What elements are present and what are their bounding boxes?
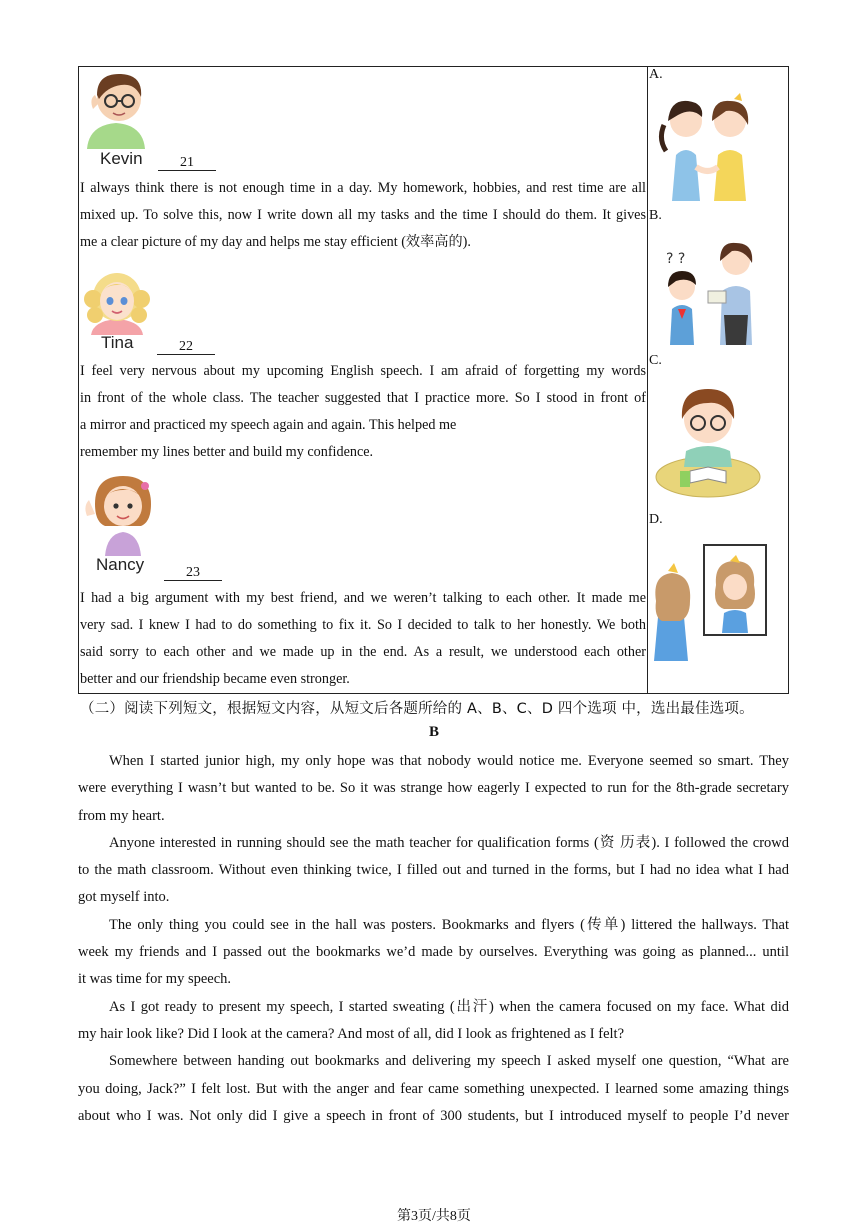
answer-blank-22[interactable]: 22 [157,339,215,355]
reading-passage [78,748,789,1130]
text-line: said sorry to each other and we made up in the end. As a result, we understood each other [80,644,646,660]
text-line: better and our friendship became even stronger. [80,671,350,687]
section-title: B [428,724,439,740]
matching-table [78,66,789,694]
option-letter: B. [649,208,662,223]
text-line: remember my lines better and build my confidence. [80,444,374,460]
passage-line: it was time for my speech. [78,971,232,988]
text-line: a mirror and practiced my speech again and again. This helped me [80,417,457,433]
passage-line: to the math classroom. Without even thinking twice, I filled out and turned in the forms, but I had no idea what I had [78,862,789,879]
kevin-avatar [81,69,151,149]
two-girls-holding-hands-picture [654,91,764,201]
page-number: 第3页/共8页 [397,1209,471,1224]
passage-line: Anyone interested in running should see the math teacher for qualification forms (资 历表). I followed the crowd [109,834,789,851]
passage-line: got myself into. [78,889,170,906]
person-name: Kevin [100,149,143,168]
text-line: in front of the whole class. The teacher suggested that I practice more. So I stood in front of [80,390,646,406]
person-name: Nancy [96,555,145,574]
passage-line: you doing, Jack?” I felt lost. But with the anger and fear came something unexpected. I learned some amazing things [78,1080,789,1097]
person-name: Tina [101,333,134,352]
option-letter: D. [649,512,663,527]
person-text-tina [80,358,646,466]
option-letter: A. [649,67,663,82]
people-column [79,67,647,693]
nancy-avatar [81,470,161,556]
passage-line: When I started junior high, my only hope was that nobody would notice me. Everyone seemed so smart. They [109,753,789,769]
person-text-kevin [80,175,646,256]
person-text-nancy [80,585,646,693]
text-line: me a clear picture of my day and helps me stay efficient (效率高的). [80,234,471,250]
girl-at-mirror-picture [650,541,770,661]
svg-text:? ?: ? ? [666,251,686,267]
section-instruction: （二）阅读下列短文，根据短文内容，从短文后各题所给的 A、B、C、D 四个选项 中，选出最佳选项。 [80,701,754,717]
text-line: I always think there is not enough time in a day. My homework, hobbies, and rest time are all [80,180,646,196]
text-line: very sad. I knew I had to do something to fix it. So I decided to talk to her honestly. We both [80,617,646,633]
passage-line: from my heart. [78,807,165,824]
answer-blank-23[interactable]: 23 [164,565,222,581]
passage-line: about who I was. Not only did I give a speech in front of 300 students, but I introduced myself to people I’d never [78,1107,789,1124]
passage-line: my hair look like? Did I look at the camera? And most of all, did I look as frightened as I felt? [78,1025,625,1042]
passage-line: Somewhere between handing out bookmarks and delivering my speech I asked myself one question, “What are [109,1053,789,1070]
options-column [648,67,788,693]
passage-line: The only thing you could see in the hall was posters. Bookmarks and flyers (传单) littered the hallways. That [109,916,789,933]
text-line: mixed up. To solve this, now I write down all my tasks and the time I should do them. It gives [80,207,646,223]
passage-line: were everything I wasn’t but wanted to be. So it was strange how eagerly I expected to run for the 8th-grade secretary [78,780,789,797]
answer-blank-21[interactable]: 21 [158,155,216,171]
text-line: I had a big argument with my best friend, and we weren’t talking to each other. It made me [80,590,646,606]
text-line: I feel very nervous about my upcoming English speech. I am afraid of forgetting my words [80,363,646,379]
boy-asking-teacher-picture [662,235,772,345]
boy-studying-book-picture [654,379,762,499]
tina-avatar [81,263,153,335]
passage-line: week my friends and I passed out the bookmarks we’d made by ourselves. Everything was going as planned... until [78,944,789,961]
passage-line: As I got ready to present my speech, I started sweating (出汗) when the camera focused on my face. What did [109,998,789,1015]
option-letter: C. [649,353,662,368]
